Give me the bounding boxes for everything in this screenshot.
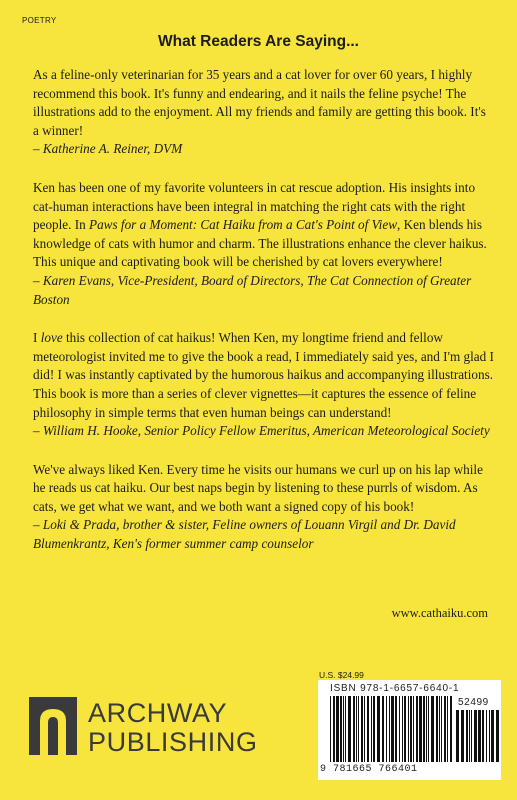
barcode-bar xyxy=(364,696,365,762)
barcode-bar xyxy=(389,696,390,762)
barcode-bar xyxy=(410,696,412,762)
barcode-bar xyxy=(471,710,472,762)
barcode-bar xyxy=(333,696,335,762)
barcode-bar xyxy=(423,696,425,762)
barcode-bar xyxy=(343,696,344,762)
review-1-attribution: – Katherine A. Reiner, DVM xyxy=(33,141,183,157)
barcode-bar xyxy=(456,710,459,762)
barcode-bar xyxy=(377,696,380,762)
barcode xyxy=(318,680,501,780)
review-3 xyxy=(33,329,495,441)
barcode-bar xyxy=(358,696,359,762)
barcode-bar xyxy=(353,696,355,762)
barcode-bar xyxy=(489,710,490,762)
barcode-bar xyxy=(441,696,442,762)
barcode-bar xyxy=(474,710,477,762)
archway-arch-icon xyxy=(29,697,77,755)
barcode-bar xyxy=(491,710,494,762)
barcode-bar xyxy=(428,696,429,762)
barcode-bar xyxy=(469,710,470,762)
barcode-bar xyxy=(413,696,414,762)
review-4-body: We've always liked Ken. Every time he visits our humans we curl up on his lap while he reads us cat haiku. Our best naps begin by listening to these purrls of wisdom. As cats, we get what we want, and we both want a signed copy of his book! xyxy=(33,461,483,514)
barcode-bar xyxy=(450,696,452,762)
review-3-body-end: this collection of cat haikus! When Ken, my longtime friend and fellow meteorologist invited me to give the book a read, I immediately said yes, and I'm glad I did! I was instantly captivated by the humorous haikus and accompanying illustrations. This book is more than a series of clever vignettes—it captures the essence of feline philosophy in simple terms that even human beings can understand! xyxy=(33,330,494,420)
barcode-bar xyxy=(486,710,487,762)
barcode-bar xyxy=(348,696,351,762)
barcode-bar xyxy=(416,696,418,762)
review-1-body: As a feline-only veterinarian for 35 years and a cat lover for over 60 years, I highly recommend this book. It's funny and endearing, and it nails the feline psyche! The illustrations add to the enjoyment. All my friends and family are getting this book. It's a winner! xyxy=(33,67,486,138)
review-4-attribution: – Loki & Prada, brother & sister, Feline owners of Louann Virgil and Dr. David Blumenkrantz, Ken's former summer camp counselor xyxy=(33,517,456,552)
barcode-bar xyxy=(408,696,409,762)
barcode-bar xyxy=(439,696,440,762)
publisher-name-line1: ARCHWAY xyxy=(88,698,228,728)
ean-barcode-bars xyxy=(330,696,454,762)
barcode-bar xyxy=(461,710,464,762)
barcode-bar xyxy=(431,696,434,762)
review-2-body-start: Ken has been one of my favorite volunteers in cat rescue adoption. His insights into cat-human interactions have been integral in matching the right cats with the right people. In xyxy=(33,179,476,233)
emphasis-love: love xyxy=(40,330,63,346)
barcode-bar xyxy=(371,696,372,762)
ean-digits: 9 781665 766401 xyxy=(320,764,418,775)
book-title: Paws for a Moment: Cat Haiku from a Cat's Point of View xyxy=(89,217,397,233)
isbn-text: ISBN 978-1-6657-6640-1 xyxy=(330,683,460,694)
barcode-bar xyxy=(345,696,346,762)
barcode-bar xyxy=(426,696,427,762)
barcode-bar xyxy=(436,696,438,762)
barcode-bar xyxy=(402,696,403,762)
barcode-bar xyxy=(361,696,363,762)
barcode-bar xyxy=(466,710,468,762)
genre-label: POETRY xyxy=(22,16,57,25)
page-title: What Readers Are Saying... xyxy=(158,33,359,50)
barcode-bar xyxy=(382,696,384,762)
publisher-name xyxy=(88,699,258,757)
barcode-bar xyxy=(367,696,369,762)
review-2-body xyxy=(33,179,495,272)
barcode-bar xyxy=(482,710,484,762)
barcode-bar xyxy=(447,696,448,762)
review-3-body xyxy=(33,329,495,422)
barcode-bar xyxy=(419,696,422,762)
reviews-section xyxy=(33,66,495,574)
barcode-bar xyxy=(391,696,394,762)
review-1 xyxy=(33,66,495,159)
review-2-attribution: – Karen Evans, Vice-President, Board of Directors, The Cat Connection of Greater Boston xyxy=(33,272,472,307)
review-4 xyxy=(33,461,495,554)
barcode-bar xyxy=(399,696,400,762)
barcode-bar xyxy=(373,696,375,762)
price-label: U.S. $24.99 xyxy=(319,670,364,680)
barcode-bar xyxy=(395,696,397,762)
review-2 xyxy=(33,179,495,309)
barcode-bar xyxy=(496,710,499,762)
publisher-name-line2: PUBLISHING xyxy=(88,727,258,757)
barcode-bar xyxy=(444,696,446,762)
price-code-text: 52499 xyxy=(458,697,489,708)
barcode-bar xyxy=(478,710,481,762)
review-3-attribution: – William H. Hooke, Senior Policy Fellow Emeritus, American Meteorological Society xyxy=(33,423,490,439)
review-2-body-end: , Ken blends his knowledge of cats with humor and charm. The illustrations enhance the clever haikus. This unique and captivating book will be cherished by cat lovers everywhere! xyxy=(33,217,487,270)
website-url: www.cathaiku.com xyxy=(391,606,488,620)
barcode-bar xyxy=(336,696,339,762)
price-barcode-bars xyxy=(456,710,500,762)
barcode-bar xyxy=(404,696,406,762)
barcode-bar xyxy=(356,696,357,762)
barcode-bar xyxy=(386,696,387,762)
review-3-body-start: I xyxy=(33,330,41,346)
barcode-bar xyxy=(330,696,331,762)
barcode-bar xyxy=(340,696,342,762)
